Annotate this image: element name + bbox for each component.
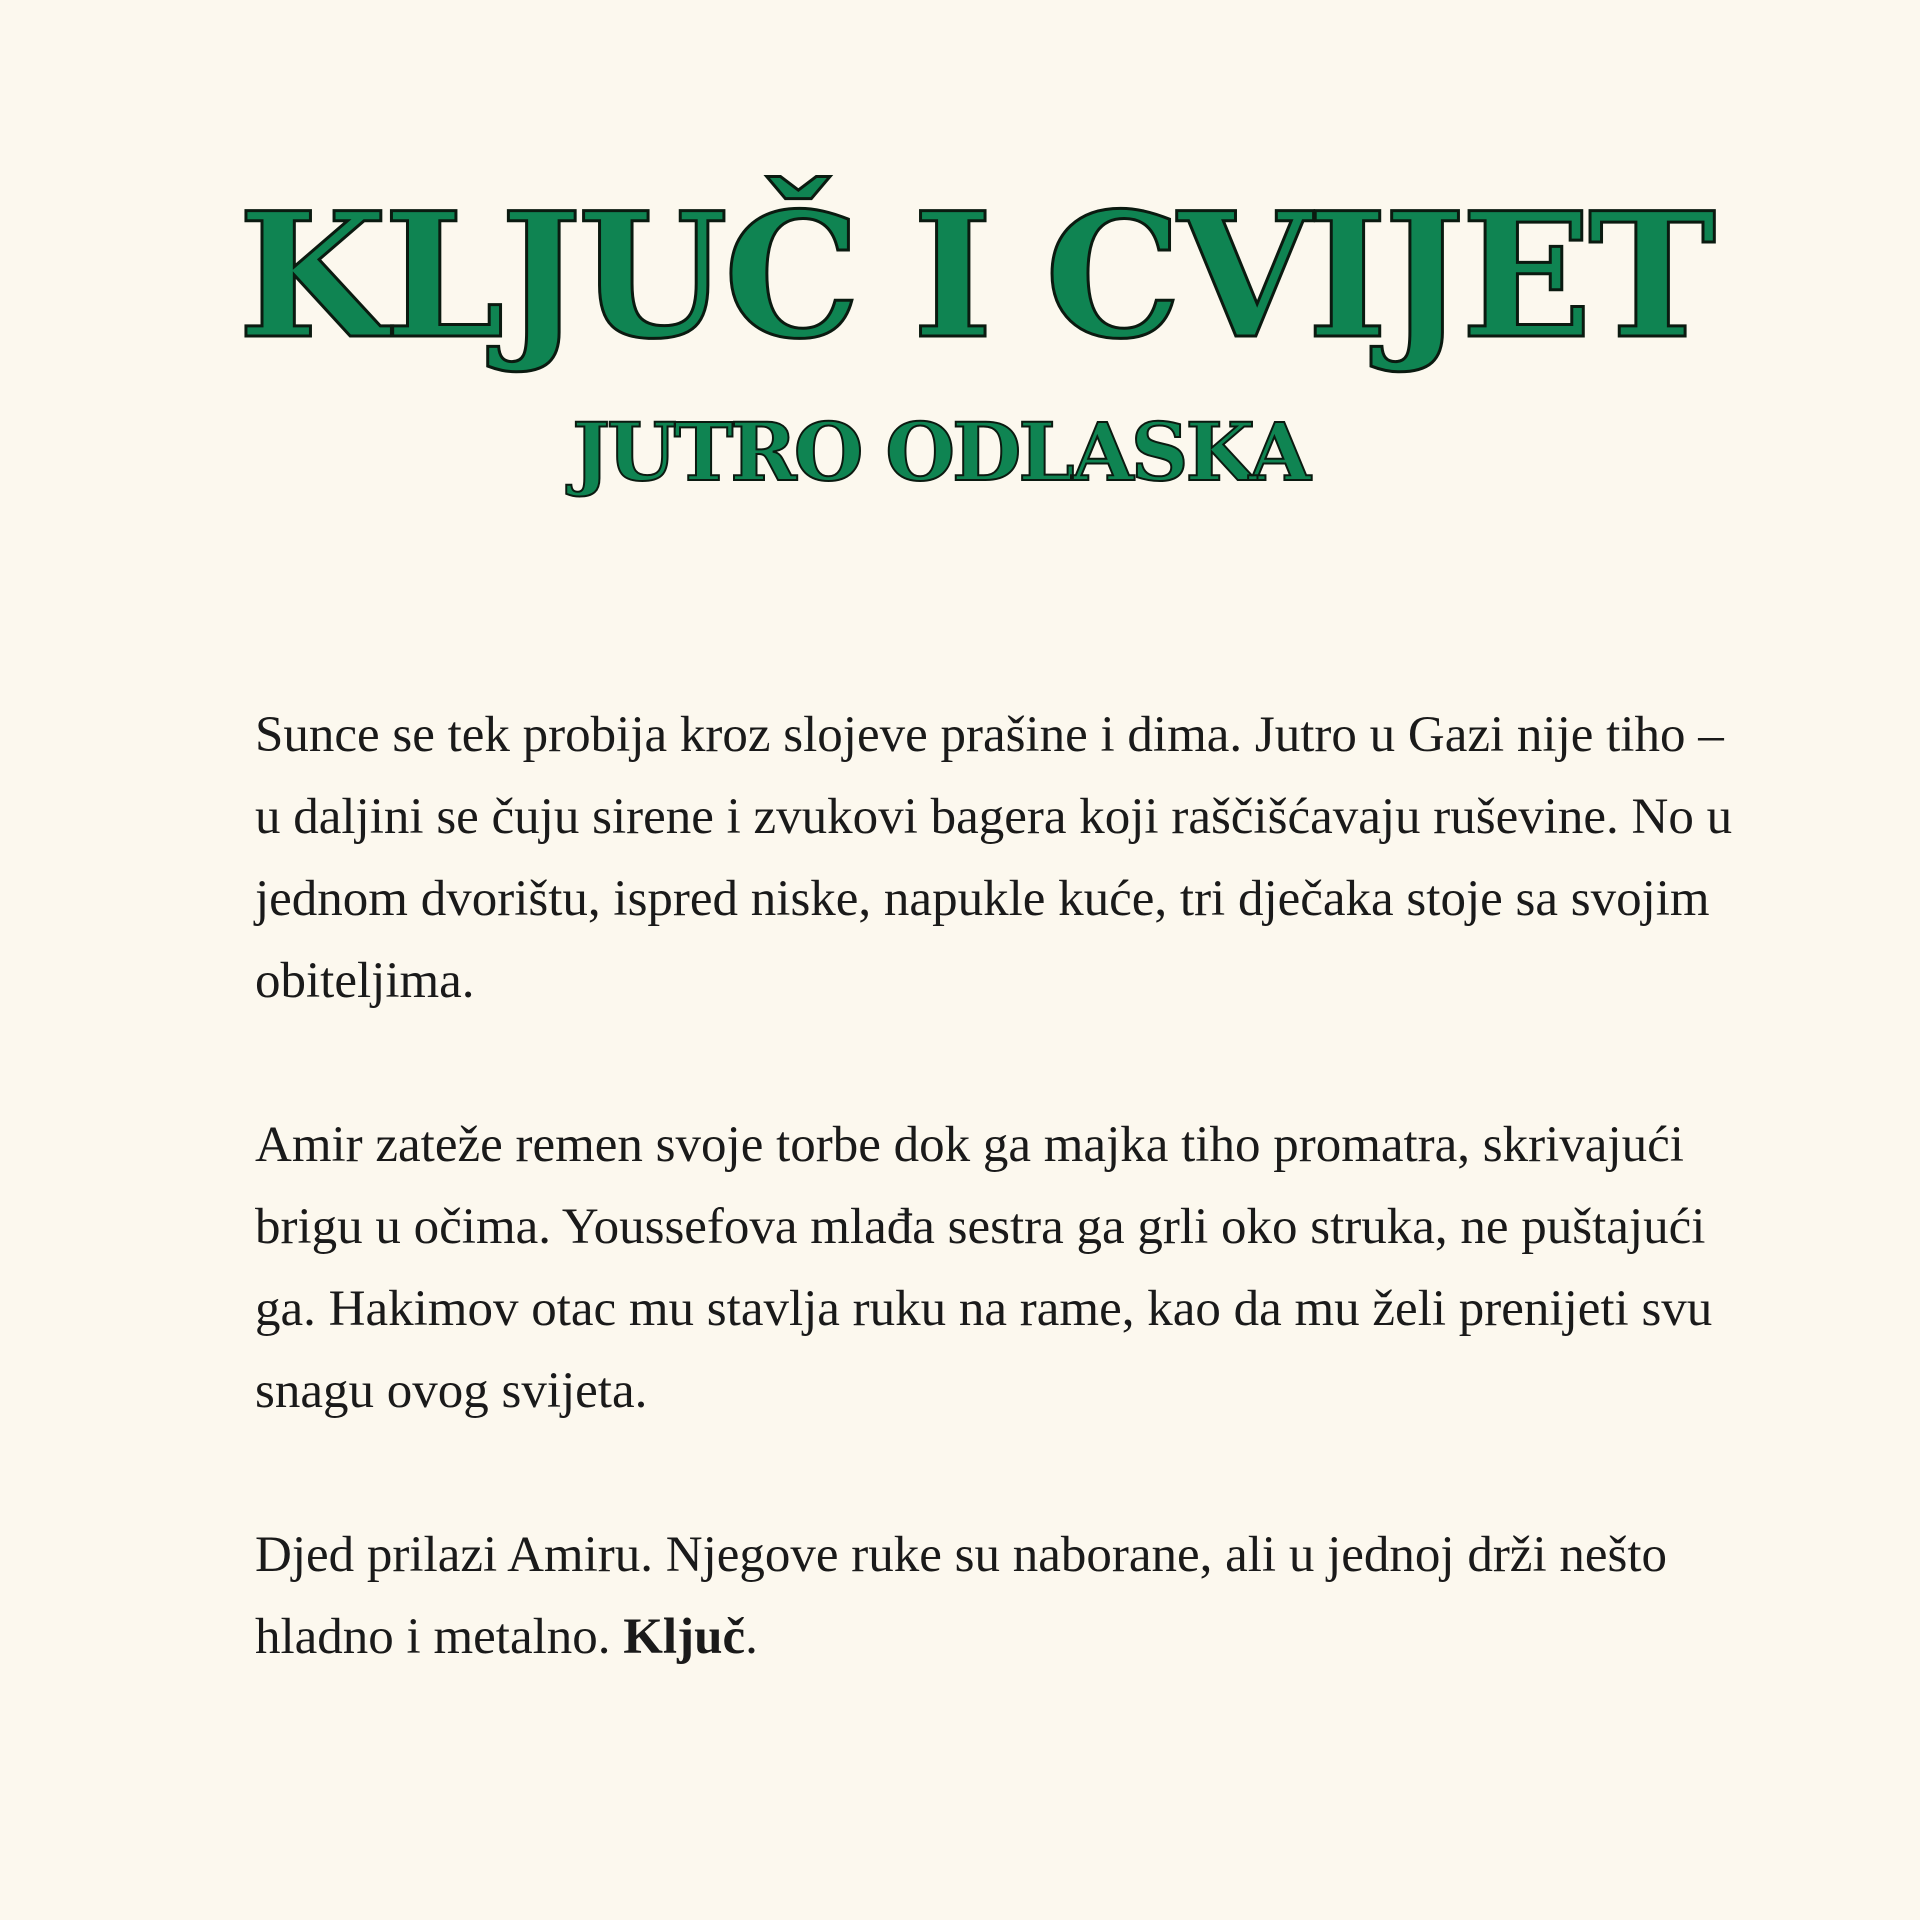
paragraph-1: Sunce se tek probija kroz slojeve prašine i dima. Jutro u Gazi nije tiho – u daljini se čuju sirene i zvukovi bagera koji raščišćavaju ruševine. No u jednom dvorištu, ispred niske, napukle kuće, tri dječaka stoje sa svojim obiteljima. [255,707,1733,1009]
story-text [255,694,1735,1678]
page-subtitle: JUTRO ODLASKA [572,405,1308,499]
paragraph-3 [255,1514,1735,1678]
page-title: KLJUČ I CVIJET [237,174,1713,377]
emphasized-word: Ključ [623,1609,746,1665]
paragraph-3-text: Djed prilazi Amiru. Njegove ruke su naborane, ali u jednoj drži nešto hladno i metalno. [255,1527,1668,1665]
paragraph-2: Amir zateže remen svoje torbe dok ga majka tiho promatra, skrivajući brigu u očima. Youssefova mlađa sestra ga grli oko struka, ne puštajući ga. Hakimov otac mu stavlja ruku na rame, kao da mu želi prenijeti svu snagu ovog svijeta. [255,1117,1713,1419]
paragraph-3-end: . [745,1609,758,1665]
